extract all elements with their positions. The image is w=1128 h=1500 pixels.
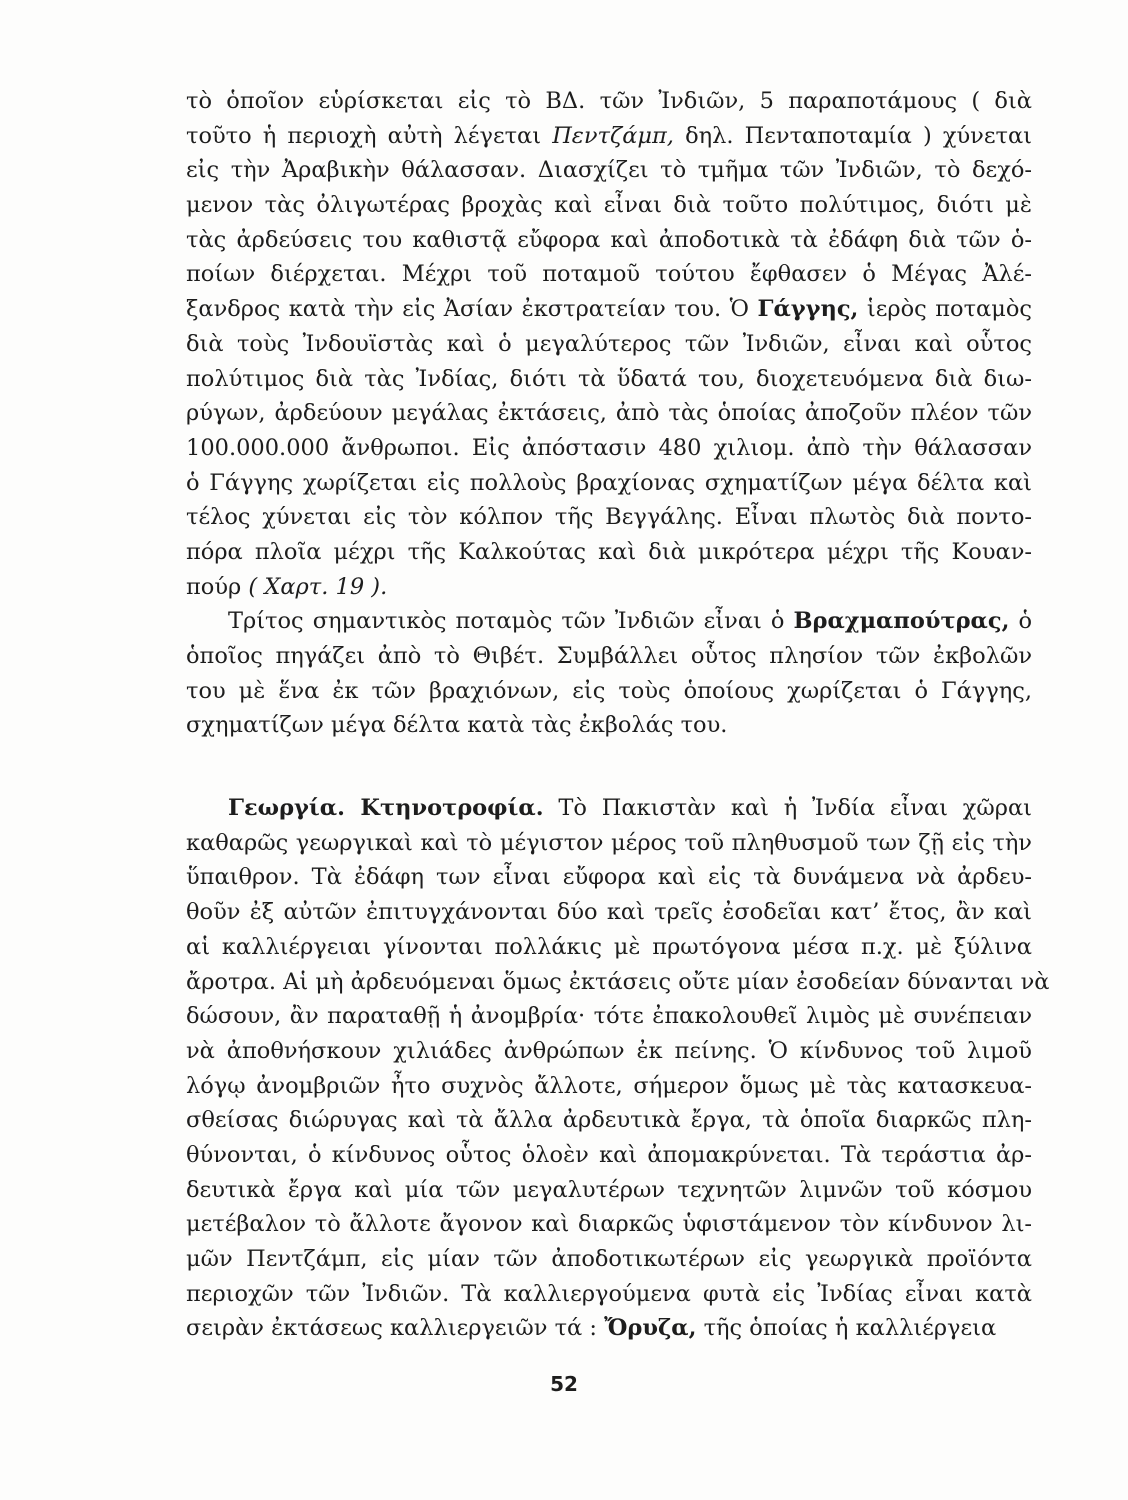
text-segment: σειρὰν ἐκτάσεως καλλιεργειῶν τά : xyxy=(186,1315,605,1342)
text-segment: τέλος χύνεται εἰς τὸν κόλπον τῆς Βεγγάλης. Εἶναι πλωτὸς διὰ ποντο- xyxy=(186,504,1032,531)
text-line xyxy=(186,1103,1032,1138)
text-line xyxy=(186,257,1032,292)
bold-term: Γάγγης, xyxy=(757,296,859,323)
text-segment: ὕπαιθρον. Τὰ ἐδάφη των εἶναι εὔφορα καὶ εἰς τὰ δυνάμενα νὰ ἀρδευ- xyxy=(186,864,1032,891)
text-segment: δηλ. Πενταποταμία ) χύνεται xyxy=(673,122,1032,149)
text-line xyxy=(186,826,1032,861)
text-line xyxy=(186,999,1032,1034)
text-segment: πόρα πλοῖα μέχρι τῆς Καλκούτας καὶ διὰ μικρότερα μέχρι τῆς Κουαν- xyxy=(186,538,1032,565)
bold-term: Γεωργία. Κτηνοτροφία. xyxy=(228,795,544,822)
text-segment: Τὸ Πακιστὰν καὶ ἡ Ἰνδία εἶναι χῶραι xyxy=(543,795,1033,822)
paragraph-3 xyxy=(186,791,1050,1346)
text-line xyxy=(186,570,1032,605)
text-line xyxy=(186,153,1032,188)
text-segment: του μὲ ἕνα ἐκ τῶν βραχιόνων, εἰς τοὺς ὁποίους χωρίζεται ὁ Γάγγης, xyxy=(186,677,1032,704)
text-line xyxy=(186,535,1032,570)
text-segment: ποίων διέρχεται. Μέχρι τοῦ ποταμοῦ τούτου ἔφθασεν ὁ Μέγας Ἀλέ- xyxy=(186,261,1032,288)
text-segment: νὰ ἀποθνήσκουν χιλιάδες ἀνθρώπων ἐκ πείνης. Ὁ κίνδυνος τοῦ λιμοῦ xyxy=(186,1037,1032,1064)
text-segment: ρύγων, ἀρδεύουν μεγάλας ἐκτάσεις, ἀπὸ τὰς ὁποίας ἀποζοῦν πλέον τῶν xyxy=(186,400,1032,427)
text-segment: σθείσας διώρυγας καὶ τὰ ἄλλα ἀρδευτικὰ ἔργα, τὰ ὁποῖα διαρκῶς πλη- xyxy=(186,1107,1032,1134)
text-segment: ξανδρος κατὰ τὴν εἰς Ἀσίαν ἐκστρατείαν του. Ὁ xyxy=(186,296,758,323)
text-segment: ἱερὸς ποταμὸς xyxy=(858,296,1032,323)
page-body-text xyxy=(186,84,1050,1346)
text-line xyxy=(186,708,1032,743)
text-line xyxy=(186,119,1032,154)
text-segment: σχηματίζων μέγα δέλτα κατὰ τὰς ἐκβολάς του. xyxy=(186,712,728,739)
text-segment: θύνονται, ὁ κίνδυνος οὗτος ὁλοὲν καὶ ἀπομακρύνεται. Τὰ τεράστια ἀρ- xyxy=(186,1141,1032,1168)
text-line xyxy=(186,1173,1032,1208)
text-segment: 100.000.000 ἄνθρωποι. Εἰς ἀπόστασιν 480 χιλιομ. ἀπὸ τὴν θάλασσαν xyxy=(186,434,1032,461)
text-segment: ὁ xyxy=(1009,608,1032,635)
text-line xyxy=(186,1277,1032,1312)
text-segment: αἱ καλλιέργειαι γίνονται πολλάκις μὲ πρωτόγονα μέσα π.χ. μὲ ξύλινα xyxy=(186,933,1032,960)
text-line xyxy=(186,362,1032,397)
text-line xyxy=(186,466,1032,501)
text-line xyxy=(186,1034,1032,1069)
text-segment: ἄροτρα. Αἱ μὴ ἀρδευόμεναι ὅμως ἐκτάσεις οὔτε μίαν ἐσοδείαν δύνανται νὰ xyxy=(186,968,1050,995)
italic-text: ( Χαρτ. 19 ). xyxy=(248,573,388,600)
paragraph-1 xyxy=(186,84,1032,604)
text-segment: πούρ xyxy=(186,573,249,600)
text-segment: λόγῳ ἀνομβριῶν ἦτο συχνὸς ἄλλοτε, σήμερον ὅμως μὲ τὰς κατασκευα- xyxy=(186,1072,1032,1099)
text-line xyxy=(186,860,1032,895)
bold-term: Ὄρυζα, xyxy=(604,1315,697,1342)
text-line xyxy=(186,1242,1032,1277)
text-line xyxy=(186,1207,1032,1242)
text-segment: ὁποῖος πηγάζει ἀπὸ τὸ Θιβέτ. Συμβάλλει οὗτος πλησίον τῶν ἐκβολῶν xyxy=(186,643,1032,669)
text-segment: μῶν Πεντζάμπ, εἰς μίαν τῶν ἀποδοτικωτέρων εἰς γεωργικὰ προϊόντα xyxy=(186,1246,1032,1272)
text-line xyxy=(186,396,1032,431)
text-segment: εἰς τὴν Ἀραβικὴν θάλασσαν. Διασχίζει τὸ τμῆμα τῶν Ἰνδιῶν, τὸ δεχό- xyxy=(186,157,1032,184)
text-line xyxy=(186,327,1032,362)
text-segment: καθαρῶς γεωργικαὶ καὶ τὸ μέγιστον μέρος τοῦ πληθυσμοῦ των ζῇ εἰς τὴν xyxy=(186,829,1032,856)
text-segment: μενον τὰς ὀλιγωτέρας βροχὰς καὶ εἶναι διὰ τοῦτο πολύτιμος, διότι μὲ xyxy=(186,192,1032,219)
text-segment: τὰς ἀρδεύσεις του καθιστᾷ εὔφορα καὶ ἀποδοτικὰ τὰ ἐδάφη διὰ τῶν ὁ- xyxy=(186,226,1032,253)
text-line xyxy=(186,639,1032,674)
text-segment: διὰ τοὺς Ἰνδουϊστὰς καὶ ὁ μεγαλύτερος τῶν Ἰνδιῶν, εἶναι καὶ οὗτος xyxy=(186,330,1032,357)
text-line xyxy=(186,1138,1032,1173)
paragraph-2 xyxy=(186,604,1032,743)
text-segment: δώσουν, ἂν παραταθῇ ἡ ἀνομβρία· τότε ἐπακολουθεῖ λιμὸς μὲ συνέπειαν xyxy=(186,1003,1032,1030)
text-line xyxy=(186,188,1032,223)
text-line xyxy=(186,930,1032,965)
italic-text: Πεντζάμπ, xyxy=(552,122,674,149)
text-line xyxy=(186,791,1032,826)
text-segment: μετέβαλον τὸ ἄλλοτε ἄγονον καὶ διαρκῶς ὑφιστάμενον τὸν κίνδυνον λι- xyxy=(186,1211,1032,1238)
text-line xyxy=(186,292,1032,327)
text-segment: δευτικὰ ἔργα καὶ μία τῶν μεγαλυτέρων τεχνητῶν λιμνῶν τοῦ κόσμου xyxy=(186,1176,1032,1203)
text-segment: περιοχῶν τῶν Ἰνδιῶν. Τὰ καλλιεργούμενα φυτὰ εἰς Ἰνδίας εἶναι κατὰ xyxy=(186,1280,1032,1307)
text-line xyxy=(186,604,1032,639)
section-gap xyxy=(186,743,1032,791)
text-line xyxy=(186,84,1032,119)
text-segment: πολύτιμος διὰ τὰς Ἰνδίας, διότι τὰ ὕδατά του, διοχετευόμενα διὰ διω- xyxy=(186,365,1032,392)
text-line xyxy=(186,965,1050,1000)
text-line xyxy=(186,674,1032,709)
text-segment: τῆς ὁποίας ἡ καλλιέργεια xyxy=(696,1315,997,1342)
text-line xyxy=(186,500,1032,535)
text-segment: θοῦν ἐξ αὐτῶν ἐπιτυγχάνονται δύο καὶ τρεῖς ἐσοδεῖαι κατ’ ἔτος, ἂν καὶ xyxy=(186,899,1032,926)
text-line xyxy=(186,223,1032,258)
text-segment: τοῦτο ἡ περιοχὴ αὐτὴ λέγεται xyxy=(186,122,553,149)
text-line xyxy=(186,1069,1032,1104)
text-line xyxy=(186,1311,1032,1346)
text-segment: ὁ Γάγγης χωρίζεται εἰς πολλοὺς βραχίονας σχηματίζων μέγα δέλτα καὶ xyxy=(186,469,1032,496)
text-line xyxy=(186,895,1032,930)
text-segment: τὸ ὁποῖον εὑρίσκεται εἰς τὸ ΒΔ. τῶν Ἰνδιῶν, 5 παραποτάμους ( διὰ xyxy=(186,88,1032,114)
text-segment: Τρίτος σημαντικὸς ποταμὸς τῶν Ἰνδιῶν εἶναι ὁ xyxy=(228,608,794,635)
page-number: 52 xyxy=(550,1372,578,1396)
text-line xyxy=(186,431,1032,466)
bold-term: Βραχμαπούτρας, xyxy=(793,608,1010,635)
